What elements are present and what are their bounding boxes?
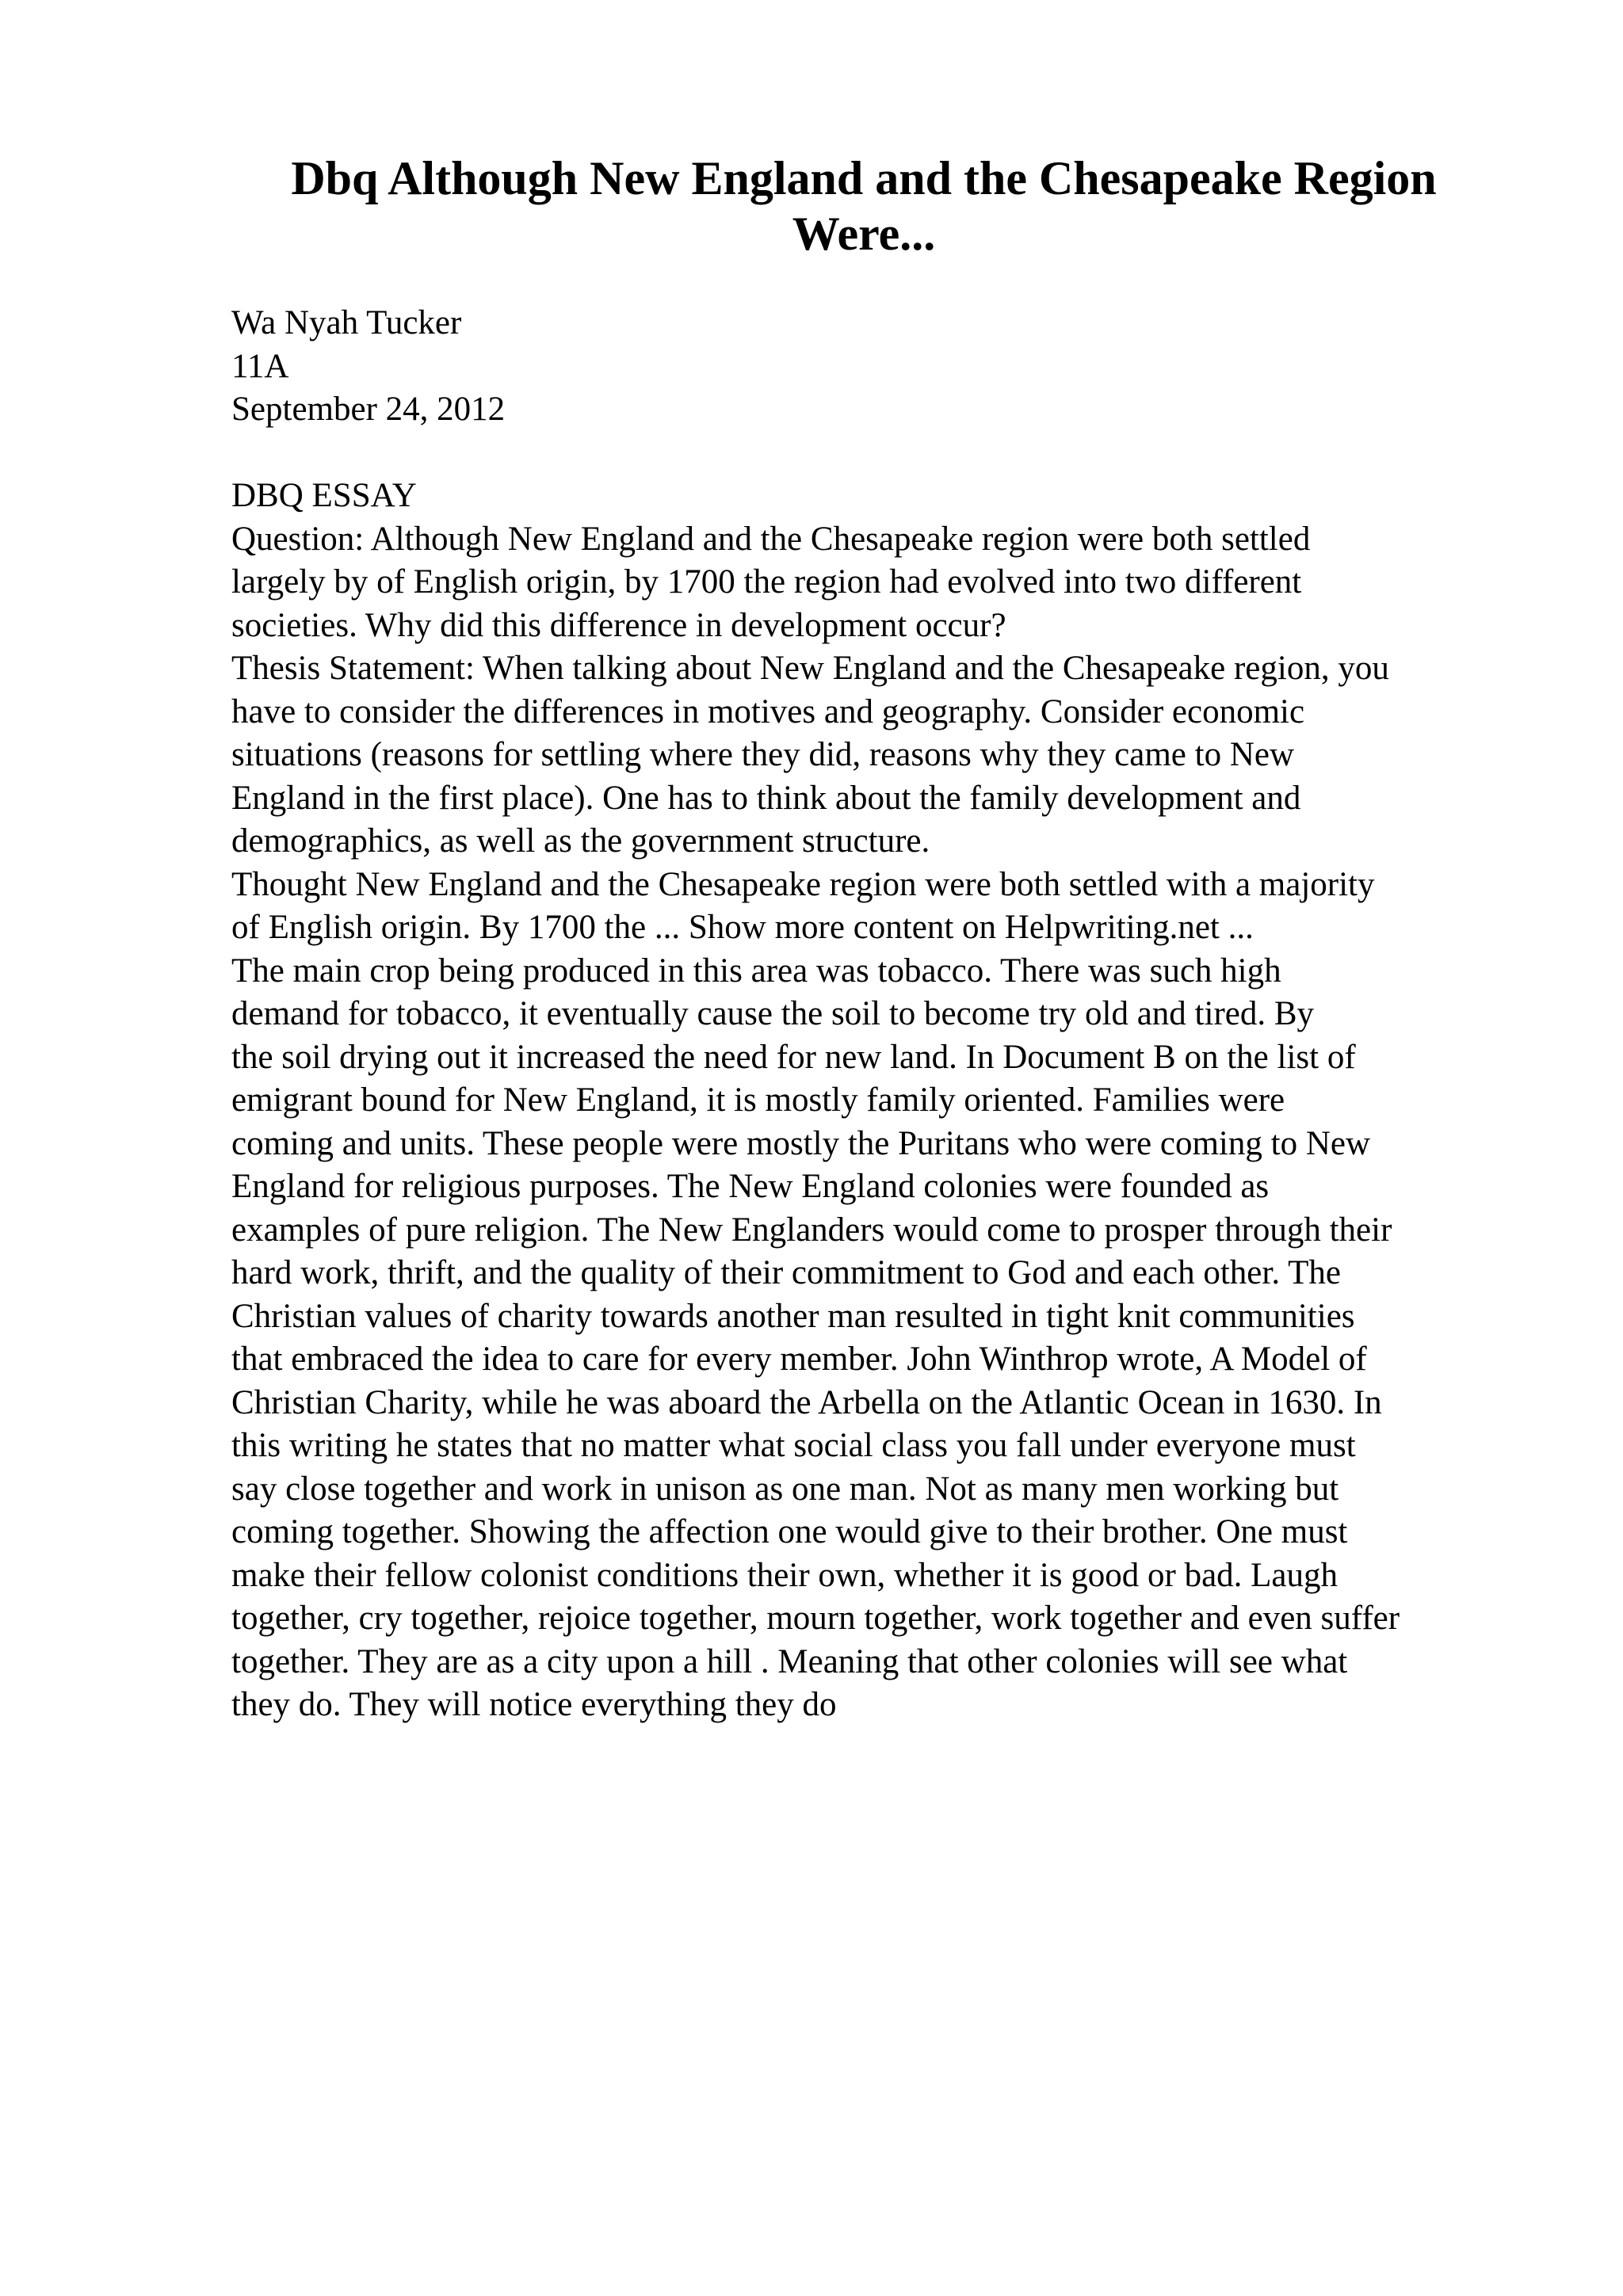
text-line: demographics, as well as the government structure. <box>231 822 930 860</box>
text-line: societies. Why did this difference in development occur? <box>231 606 1006 644</box>
text-line: Thesis Statement: When talking about New England and the Chesapeake region, you <box>231 650 1389 687</box>
text-line: that embraced the idea to care for every member. John Winthrop wrote, A Model of <box>231 1341 1367 1378</box>
text-line: Thought New England and the Chesapeake region were both settled with a majority <box>231 865 1375 903</box>
text-line: this writing he states that no matter what social class you fall under everyone must <box>231 1427 1356 1464</box>
text-line: make their fellow colonist conditions their own, whether it is good or bad. Laugh <box>231 1556 1338 1594</box>
text-line: coming together. Showing the affection one would give to their brother. One must <box>231 1513 1348 1550</box>
text-line: together. They are as a city upon a hill . Meaning that other colonies will see what <box>231 1642 1348 1680</box>
essay-heading: DBQ ESSAY <box>231 477 417 514</box>
text-line: of English origin. By 1700 the ... Show more content on Helpwriting.net ... <box>231 909 1254 946</box>
class-label: 11A <box>231 347 289 385</box>
text-line: England in the first place). One has to think about the family development and <box>231 779 1301 817</box>
document-title: Dbq Although New England and the Chesapeake Region Were... <box>291 152 1437 260</box>
text-line: Christian values of charity towards another man resulted in tight knit communities <box>231 1297 1355 1335</box>
text-line: coming and units. These people were mostly the Puritans who were coming to New <box>231 1124 1371 1162</box>
text-line: together, cry together, rejoice together, mourn together, work together and even suffer <box>231 1600 1400 1637</box>
text-line: demand for tobacco, it eventually cause the soil to become try old and tired. By <box>231 995 1315 1032</box>
text-line: they do. They will notice everything they do <box>231 1686 837 1723</box>
author-name: Wa Nyah Tucker <box>231 304 462 341</box>
document-body <box>231 302 1547 1727</box>
date-label: September 24, 2012 <box>231 391 506 428</box>
text-line: largely by of English origin, by 1700 the region had evolved into two different <box>231 563 1302 601</box>
text-line: emigrant bound for New England, it is mostly family oriented. Families were <box>231 1081 1285 1119</box>
text-line: the soil drying out it increased the need for new land. In Document B on the list of <box>231 1038 1356 1076</box>
text-line: Question: Although New England and the Chesapeake region were both settled <box>231 520 1311 558</box>
text-line: The main crop being produced in this area was tobacco. There was such high <box>231 952 1281 990</box>
text-line: hard work, thrift, and the quality of their commitment to God and each other. The <box>231 1254 1341 1291</box>
paragraph-gap <box>231 432 1547 475</box>
text-line: say close together and work in unison as one man. Not as many men working but <box>231 1470 1339 1508</box>
text-line: England for religious purposes. The New England colonies were founded as <box>231 1168 1270 1205</box>
text-line: examples of pure religion. The New Englanders would come to prosper through their <box>231 1211 1392 1249</box>
text-line: situations (reasons for settling where they did, reasons why they came to New <box>231 736 1295 773</box>
text-line: Christian Charity, while he was aboard the Arbella on the Atlantic Ocean in 1630. In <box>231 1383 1382 1421</box>
text-line: have to consider the differences in motives and geography. Consider economic <box>231 692 1305 730</box>
